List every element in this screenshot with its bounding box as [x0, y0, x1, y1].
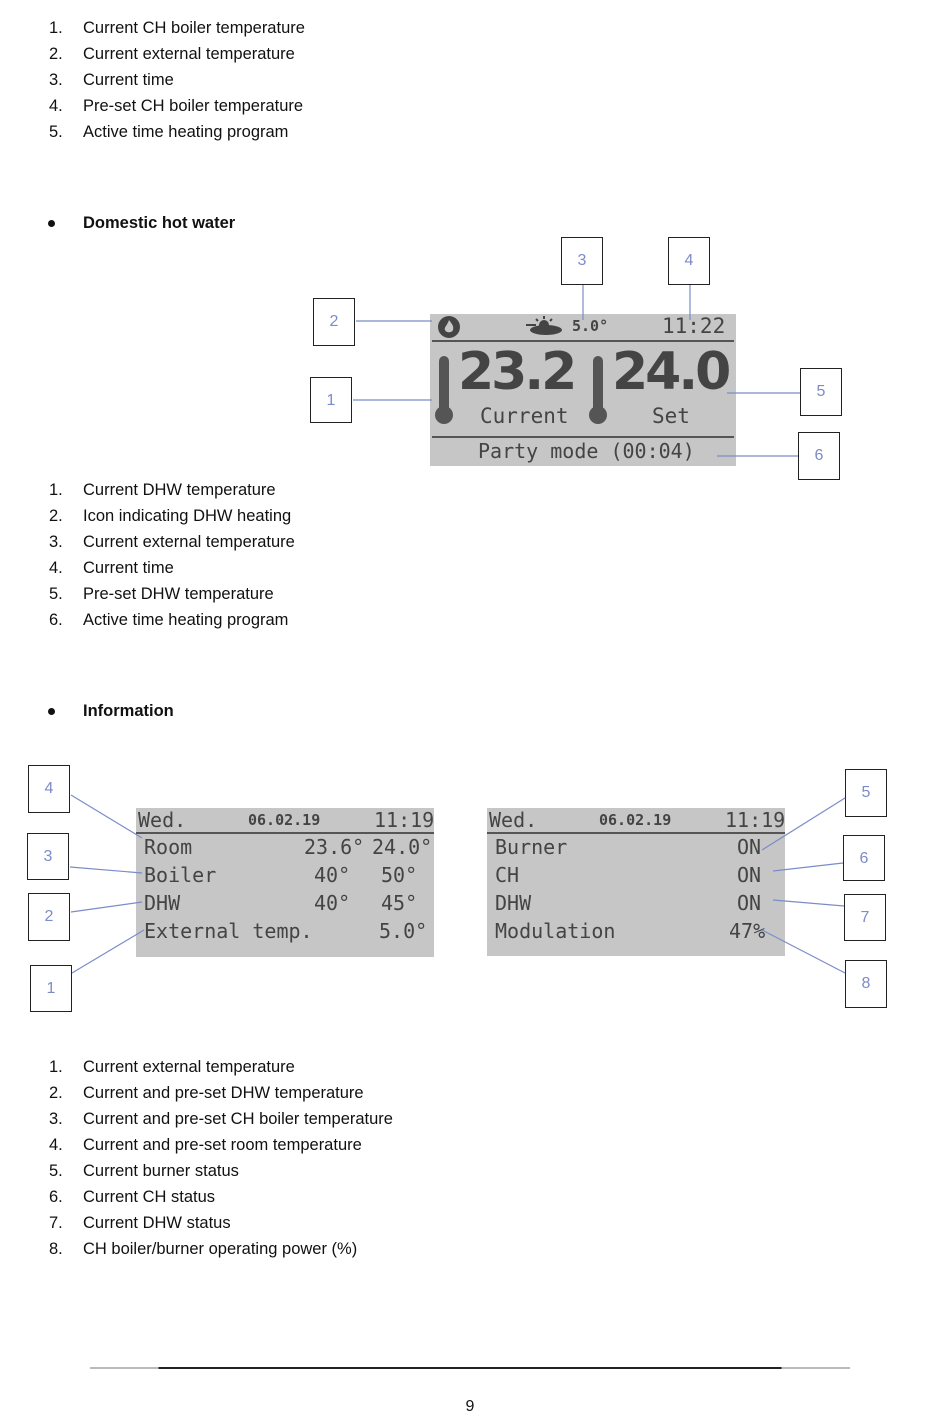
- dhw-label: DHW: [144, 891, 181, 915]
- dhw-status: ON: [737, 891, 762, 915]
- external-temp-value: 5.0°: [379, 919, 428, 943]
- footer-divider: [90, 1367, 850, 1369]
- info-display-temperatures: [136, 808, 434, 957]
- boiler-current: 40°: [314, 863, 351, 887]
- external-temperature: 5.0°: [572, 317, 609, 335]
- callout-3: 3: [561, 237, 603, 285]
- bullet-icon: [48, 220, 55, 227]
- day-label: Wed.: [489, 808, 538, 832]
- divider: [136, 832, 434, 834]
- date-label: 06.02.19: [599, 811, 672, 829]
- room-label: Room: [144, 835, 193, 859]
- time-label: 11:19: [725, 808, 785, 832]
- burner-status: ON: [737, 835, 762, 859]
- room-current: 23.6°: [304, 835, 365, 859]
- callout-4: 4: [668, 237, 710, 285]
- callout-6: 6: [798, 432, 840, 480]
- day-label: Wed.: [138, 808, 187, 832]
- leader-line: [71, 795, 142, 838]
- thermometer-icon: [439, 356, 449, 418]
- divider: [432, 436, 734, 438]
- leader-line: [72, 930, 144, 973]
- heating-program-status: Party mode (00:04): [478, 439, 695, 463]
- callout-5: 5: [800, 368, 842, 416]
- date-label: 06.02.19: [248, 811, 321, 829]
- callout-info-4: 4: [28, 765, 70, 813]
- callout-1: 1: [310, 377, 352, 423]
- weather-icon: [522, 316, 568, 336]
- callout-info-7: 7: [844, 894, 886, 941]
- dhw-heating-icon: [438, 316, 460, 338]
- callout-info-8: 8: [845, 960, 887, 1008]
- ch-status: ON: [737, 863, 762, 887]
- dhw-display: [430, 314, 736, 466]
- burner-label: Burner: [495, 835, 568, 859]
- dhw-label: DHW: [495, 891, 532, 915]
- boiler-label: Boiler: [144, 863, 217, 887]
- dhw-current: 40°: [314, 891, 351, 915]
- preset-dhw-temperature: 24.0: [612, 342, 729, 402]
- external-temp-label: External temp.: [144, 919, 313, 943]
- ch-label: CH: [495, 863, 520, 887]
- callout-info-5: 5: [845, 769, 887, 817]
- divider: [487, 832, 785, 834]
- section-heading-dhw: Domestic hot water: [0, 211, 400, 235]
- bullet-icon: [48, 708, 55, 715]
- dhw-set: 45°: [381, 891, 418, 915]
- callout-info-6: 6: [843, 835, 885, 881]
- callout-2: 2: [313, 298, 355, 346]
- current-dhw-temperature: 23.2: [458, 342, 575, 402]
- room-set: 24.0°: [372, 835, 433, 859]
- current-time: 11:22: [662, 314, 726, 338]
- page-number: 9: [465, 1398, 475, 1415]
- info-display-status: [487, 808, 785, 956]
- boiler-set: 50°: [381, 863, 418, 887]
- current-label: Current: [480, 404, 569, 428]
- set-label: Set: [652, 404, 690, 428]
- callout-info-1: 1: [30, 965, 72, 1012]
- leader-line: [71, 902, 142, 912]
- leader-line: [70, 867, 142, 873]
- time-label: 11:19: [374, 808, 434, 832]
- callout-info-2: 2: [28, 893, 70, 941]
- thermometer-icon: [593, 356, 603, 418]
- modulation-value: 47%: [729, 919, 766, 943]
- modulation-label: Modulation: [495, 919, 616, 943]
- callout-info-3: 3: [27, 833, 69, 880]
- section-heading-information: Information: [0, 699, 400, 723]
